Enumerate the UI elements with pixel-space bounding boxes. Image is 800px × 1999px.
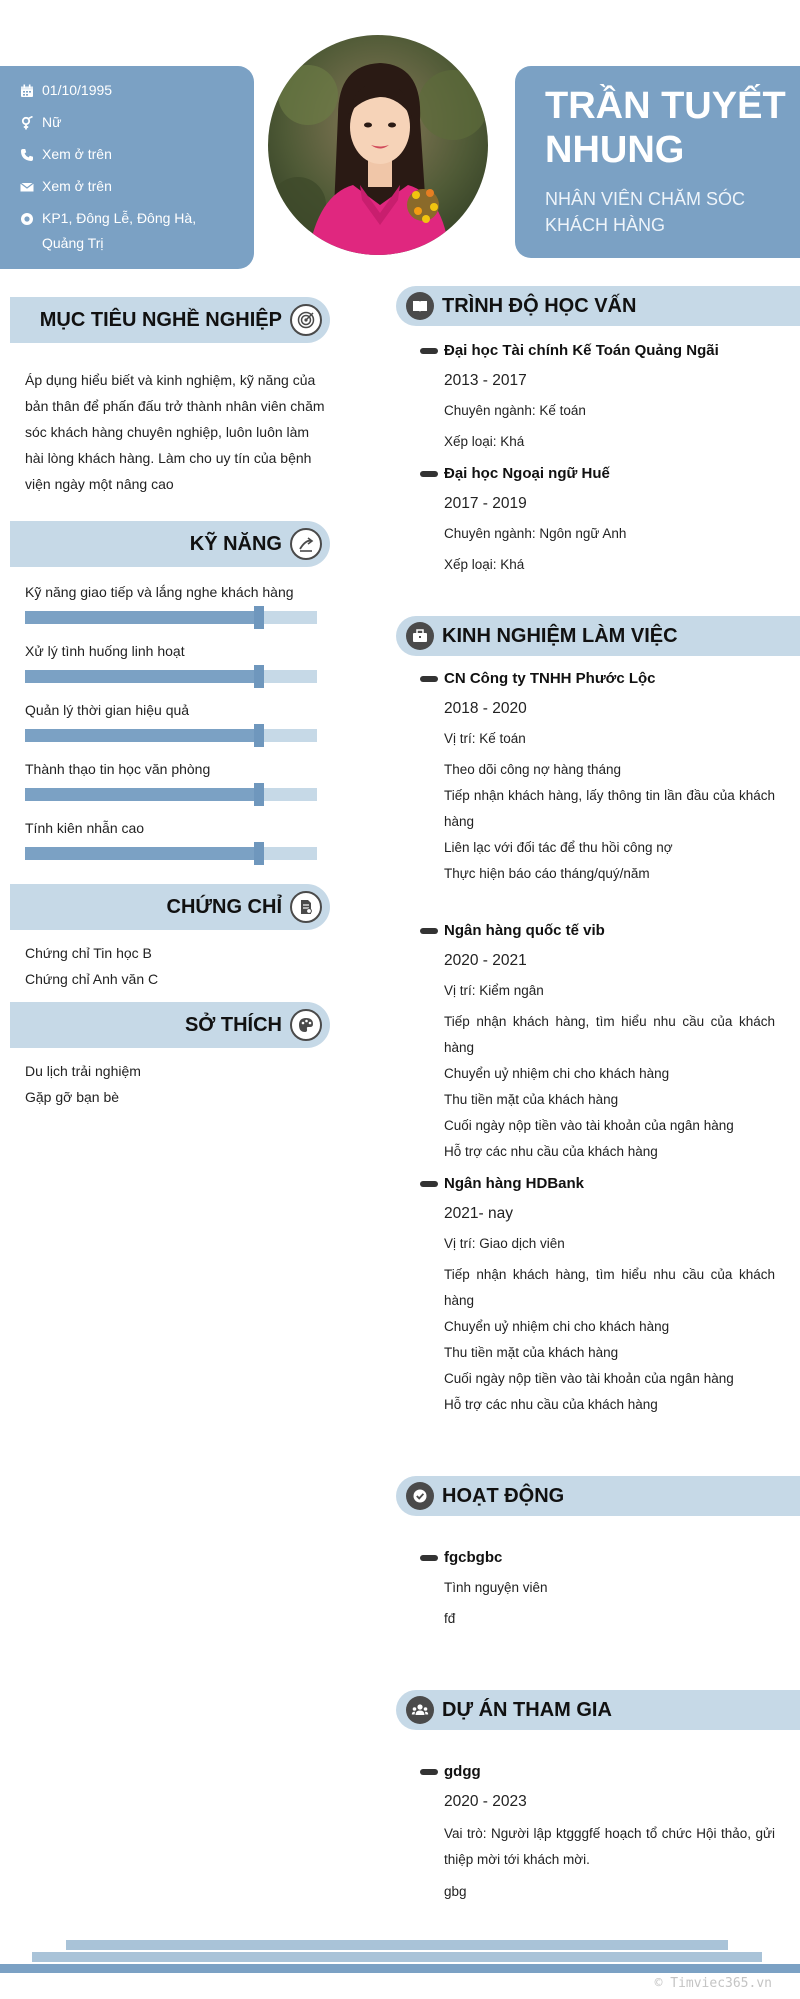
bullet-bar — [420, 928, 438, 934]
project-years: 2020 - 2023 — [444, 1793, 527, 1810]
skill-bar-fill — [25, 729, 259, 742]
activities-header — [396, 1476, 800, 1516]
skill-bar-fill — [25, 847, 259, 860]
candidate-role: NHÂN VIÊN CHĂM SÓC KHÁCH HÀNG — [545, 189, 746, 235]
education-years: 2013 - 2017 — [444, 372, 527, 389]
palette-icon — [290, 1009, 322, 1041]
experience-title: KINH NGHIỆM LÀM VIỆC — [442, 624, 678, 647]
project-name: gdgg — [444, 1763, 481, 1780]
project-role: Vai trò: Người lập ktgggfế hoạch tổ chức Hội thảo, gửi thiệp mời tới khách mời. — [444, 1826, 775, 1867]
bullet-bar — [420, 471, 438, 477]
experience-years: 2020 - 2021 — [444, 952, 527, 969]
name-panel — [515, 66, 800, 258]
skill-item — [25, 819, 317, 860]
hobbies-title: SỞ THÍCH — [184, 1013, 282, 1036]
calendar-icon — [20, 78, 42, 98]
company-name: CN Công ty TNHH Phước Lộc — [444, 670, 656, 687]
contact-address — [20, 206, 236, 256]
briefcase-icon — [406, 622, 434, 650]
skill-label: Tính kiên nhẫn cao — [25, 820, 145, 836]
footer-stripe — [32, 1952, 762, 1962]
task-item: Thu tiền mặt của khách hàng — [444, 1092, 619, 1107]
education-major: Chuyên ngành: Kế toán — [444, 403, 586, 418]
experience-entry — [420, 668, 775, 887]
education-header — [396, 286, 800, 326]
task-item: Thực hiện báo cáo tháng/quý/năm — [444, 866, 650, 881]
mail-icon — [20, 174, 42, 194]
activities-title: HOẠT ĐỘNG — [442, 1484, 565, 1507]
task-item: Cuối ngày nộp tiền vào tài khoản của ngân hàng — [444, 1371, 734, 1386]
team-icon — [406, 1696, 434, 1724]
education-grade: Xếp loại: Khá — [444, 434, 525, 449]
footer-stripe — [0, 1964, 800, 1973]
activity-role: Tình nguyện viên — [444, 1580, 548, 1595]
skill-bar-fill — [25, 611, 259, 624]
hobbies-header — [10, 1002, 330, 1048]
certificate-icon — [290, 891, 322, 923]
contact-email — [20, 174, 236, 199]
company-name: Ngân hàng HDBank — [444, 1175, 585, 1192]
experience-years: 2018 - 2020 — [444, 700, 527, 717]
certificates-title: CHỨNG CHỈ — [166, 895, 282, 918]
certificate-item: Chứng chỉ Tin học B — [25, 945, 152, 961]
target-icon — [290, 304, 322, 336]
task-item: Chuyển uỷ nhiệm chi cho khách hàng — [444, 1319, 670, 1334]
skill-bar — [25, 729, 317, 742]
watermark: © Timviec365.vn — [654, 1976, 772, 1991]
skill-item — [25, 760, 317, 801]
task-item: Cuối ngày nộp tiền vào tài khoản của ngân hàng — [444, 1118, 734, 1133]
project-entry — [420, 1761, 775, 1902]
bullet-bar — [420, 1555, 438, 1561]
company-name: Ngân hàng quốc tế vib — [444, 922, 605, 939]
skill-bar — [25, 847, 317, 860]
skill-label: Kỹ năng giao tiếp và lắng nghe khách hàng — [25, 584, 294, 600]
candidate-name: TRẦN TUYẾT NHUNG — [545, 85, 786, 171]
task-item: Tiếp nhận khách hàng, tìm hiểu nhu cầu của khách hàng — [444, 1267, 775, 1308]
portrait-photo — [268, 35, 488, 255]
school-name: Đại học Tài chính Kế Toán Quảng Ngãi — [444, 342, 719, 359]
address-text: KP1, Đông Lễ, Đông Hà, Quảng Trị — [42, 210, 197, 251]
experience-position: Vị trí: Giao dịch viên — [444, 1236, 565, 1251]
objective-text: Áp dụng hiểu biết và kinh nghiệm, kỹ năng của bản thân để phấn đấu trở thành nhân viên chăm sóc khách hàng chuyên nghiệp, luôn luôn làm hài lòng khách hàng. Làm cho uy tín của bệnh viện ngày một nâng cao — [25, 372, 325, 492]
experience-position: Vị trí: Kế toán — [444, 731, 526, 746]
experience-years: 2021- nay — [444, 1205, 513, 1222]
hobby-item: Gặp gỡ bạn bè — [25, 1089, 120, 1105]
phone-icon — [20, 142, 42, 162]
activity-entry — [420, 1547, 775, 1629]
education-years: 2017 - 2019 — [444, 495, 527, 512]
skill-bar-fill — [25, 670, 259, 683]
task-item: Thu tiền mặt của khách hàng — [444, 1345, 619, 1360]
education-major: Chuyên ngành: Ngôn ngữ Anh — [444, 526, 627, 541]
task-item: Liên lạc với đối tác để thu hồi công nợ — [444, 840, 673, 855]
activity-desc: fđ — [444, 1611, 456, 1626]
education-grade: Xếp loại: Khá — [444, 557, 525, 572]
skill-bar — [25, 788, 317, 801]
skills-title: KỸ NĂNG — [189, 532, 282, 555]
skill-bar-fill — [25, 788, 259, 801]
school-name: Đại học Ngoại ngữ Huế — [444, 465, 610, 482]
task-item: Hỗ trợ các nhu cầu của khách hàng — [444, 1397, 658, 1412]
experience-header — [396, 616, 800, 656]
gender-icon — [20, 110, 42, 130]
education-title: TRÌNH ĐỘ HỌC VẤN — [442, 294, 637, 317]
skill-bar-knob — [254, 724, 264, 747]
location-icon — [20, 206, 42, 226]
book-icon — [406, 292, 434, 320]
skills-header — [10, 521, 330, 567]
skill-bar — [25, 611, 317, 624]
objective-title: MỤC TIÊU NGHỀ NGHIỆP — [39, 308, 282, 331]
skill-bar-knob — [254, 606, 264, 629]
bullet-bar — [420, 1181, 438, 1187]
skill-bar-knob — [254, 665, 264, 688]
bullet-bar — [420, 676, 438, 682]
skill-label: Quản lý thời gian hiệu quả — [25, 702, 190, 718]
task-item: Hỗ trợ các nhu cầu của khách hàng — [444, 1144, 658, 1159]
project-desc: gbg — [444, 1884, 467, 1899]
experience-entry — [420, 1173, 775, 1418]
skill-item — [25, 642, 317, 683]
bullet-bar — [420, 348, 438, 354]
footer-stripe — [66, 1940, 728, 1950]
skill-item — [25, 701, 317, 742]
skill-bar — [25, 670, 317, 683]
gender-text: Nữ — [42, 114, 62, 130]
education-entry — [420, 463, 775, 575]
skill-bar-knob — [254, 783, 264, 806]
education-entry — [420, 340, 775, 452]
check-badge-icon — [406, 1482, 434, 1510]
skill-bar-knob — [254, 842, 264, 865]
experience-entry — [420, 920, 775, 1165]
experience-position: Vị trí: Kiểm ngân — [444, 983, 544, 998]
certificates-header — [10, 884, 330, 930]
task-item: Chuyển uỷ nhiệm chi cho khách hàng — [444, 1066, 670, 1081]
activity-name: fgcbgbc — [444, 1549, 503, 1566]
birthday-text: 01/10/1995 — [42, 82, 113, 98]
email-text: Xem ở trên — [42, 178, 112, 194]
bullet-bar — [420, 1769, 438, 1775]
projects-header — [396, 1690, 800, 1730]
contact-phone — [20, 142, 236, 167]
objective-header — [10, 297, 330, 343]
phone-text: Xem ở trên — [42, 146, 112, 162]
hobby-item: Du lịch trải nghiệm — [25, 1063, 141, 1079]
skill-label: Thành thạo tin học văn phòng — [25, 761, 211, 777]
skill-item — [25, 583, 317, 624]
task-item: Theo dõi công nợ hàng tháng — [444, 762, 621, 777]
skill-label: Xử lý tình huống linh hoạt — [25, 643, 185, 659]
certificate-item: Chứng chỉ Anh văn C — [25, 971, 159, 987]
contact-birthday — [20, 78, 236, 103]
contact-gender — [20, 110, 236, 135]
contact-panel — [0, 66, 254, 269]
skills-icon — [290, 528, 322, 560]
task-item: Tiếp nhận khách hàng, lấy thông tin lần đầu của khách hàng — [444, 788, 775, 829]
task-item: Tiếp nhận khách hàng, tìm hiểu nhu cầu của khách hàng — [444, 1014, 775, 1055]
projects-title: DỰ ÁN THAM GIA — [442, 1698, 612, 1721]
